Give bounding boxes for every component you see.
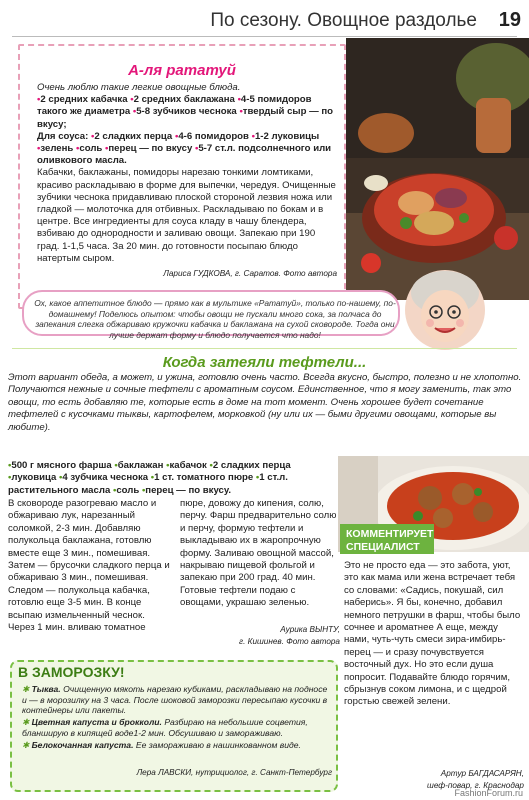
recipe-ratatouille-title: А-ля рататуй [128, 62, 236, 79]
header-divider [12, 36, 517, 37]
freeze-tips-author: Лера ЛАВСКИ, нутрициолог, г. Санкт-Петербург [136, 768, 332, 777]
recipe-meatballs-author: Аурика ВЫНТУ, г. Кишинев. Фото автора [239, 625, 340, 646]
page-number: 19 [498, 9, 521, 31]
freeze-tip-item: ✱ Цветная капуста и брокколи. Разбираю на небольшие соцветия, бланширую в кипящей воде1-2 мин. Обсушиваю и замораживаю. [22, 717, 308, 738]
recipe-author: Лариса ГУДКОВА, г. Саратов. Фото автора [163, 269, 337, 279]
recipe-intro: Очень люблю такие легкие овощные блюда. [37, 82, 241, 93]
recipe-body: Кабачки, баклажаны, помидоры нарезаю тонкими ломтиками, красиво раскладываю в форме для выпечки, чередуя. Очищенные зубчики чеснока придавливаю плоской стороной лезвия ножа или гладкой — молоточка для отбивных. Раскладываю по бокам и в центре. Все ингредиенты для соуса кладу в чашу блендера, взбиваю до однородности и заливаю овощи. Запекаю при 190 град. 1-1,5 часа. За 20 мин. до готовности посыпаю блюдо натертым сыром. [37, 167, 336, 264]
freeze-tip-item: ✱ Тыква. Очищенную мякоть нарезаю кубиками, раскладываю на подносе и — в морозилку на 3 часа. После шоковой заморозки пересыпаю кусочки в контейнеры или пакеты. [22, 684, 328, 716]
snowflake-icon: ✱ [22, 684, 30, 694]
section-divider [12, 348, 517, 349]
recipe-meatballs-ingredients: •500 г мясного фарша •баклажан •кабачок •2 сладких перца •луковица •4 зубчика чеснока •1 ст. томатного пюре •1 ст.л. растительного масла •соль •перец — по вкусу. [8, 460, 291, 496]
recipe-ratatouille-text [37, 82, 337, 280]
ingredients-main: •2 средних кабачка •2 средних баклажана •4-5 помидоров такого же диаметра •5-8 зубчиков чеснока •твердый сыр — по вкусу; [37, 94, 334, 130]
recipe-meatballs-column1: В сковороде разогреваю масло и обжариваю лук, нарезанный соломкой, 2-3 мин. Добавляю полукольца баклажана, готовлю вместе еще 3 мин., помешивая. Затем — брусочки сладкого перца и обжариваю 3 мин., помешивая. Следом — полукольца кабачка, готовлю еще 3-5 мин. В конце всыпаю измельченный чеснок. Через 1 мин. вливаю томатное [8, 498, 170, 634]
watermark: FashionForum.ru [454, 788, 523, 798]
freeze-tip-item: ✱ Белокочанная капуста. Ее замораживаю в нашинкованном виде. [22, 739, 301, 750]
expert-comment-text: Это не просто еда — это забота, уют, это как мама или жена встречает тебя со словами: «Садись, покушай, сил наберись». Я бы, конечно, добавил немного петрушки в фарш, чтобы было сочнее и ароматнее А еще, между нами, чуть-чуть смеси зира-имбирь-перец — и сразу почувствуется восточный дух. Но это если душа попросит. Подавайте блюдо горячим, сбрызнув соком лимона, и с щедрой горстью свежей зелени. [344, 560, 521, 708]
ratatouille-photo [346, 38, 529, 300]
grandma-avatar [400, 268, 490, 353]
ingredients-sauce: Для соуса: •2 сладких перца •4-6 помидоров •1-2 луковицы •зелень •соль •перец — по вкусу •5-7 ст.л. подсолнечного или оливкового масла. [37, 130, 332, 167]
recipe-meatballs-title: Когда затеяли тефтели... [162, 354, 367, 371]
freeze-tips-title: В ЗАМОРОЗКУ! [18, 664, 125, 680]
snowflake-icon: ✱ [22, 717, 30, 728]
recipe-meatballs-column2: пюре, довожу до кипения, солю, перчу. Фарш предварительно солю и перчу, формую тефтели и выкладываю их в жаропрочную форму. Заливаю овощной массой, накрываю пищевой фольгой и запекаю при 200 град. 40 мин. Готовые тефтели подаю с овощами, украшаю зеленью. [180, 498, 337, 609]
recipe-meatballs-intro: Этот вариант обеда, а может, и ужина, готовлю очень часто. Всегда вкусно, быстро, полезно и не хлопотно. Получаются нежные и сочные тефтели с ароматным соусом. Единственное, что я могу заменить, так это овощи, то есть добавляю те, которые есть в доме на тот момент. Очень хорошее будет сочетание тефтелей с кусочками тыквы, картофелем, морковкой (ну или их — быми другими овощами, которые вы любите). [8, 372, 522, 433]
snowflake-icon: ✱ [22, 739, 30, 750]
freeze-tips-list [22, 684, 332, 751]
expert-badge: КОММЕНТИРУЕТ СПЕЦИАЛИСТ [340, 524, 434, 554]
section-title: По сезону. Овощное раздолье [210, 10, 477, 31]
expert-author: Артур БАГДАСАРЯН, шеф-повар, г. Краснодар [427, 769, 524, 790]
comment-text: Ох, какое аппетитное блюдо — прямо как в мультике «Рататуй», только по-нашему, по-домашнему! Поделюсь опытом: чтобы овощи не пускали много сока, за полчаса до запекания слегка обжариваю кружочки кабачка и баклажана на сухой сковороде. Тогда они лучше держат форму и блюдо получается что надо! [34, 298, 396, 340]
